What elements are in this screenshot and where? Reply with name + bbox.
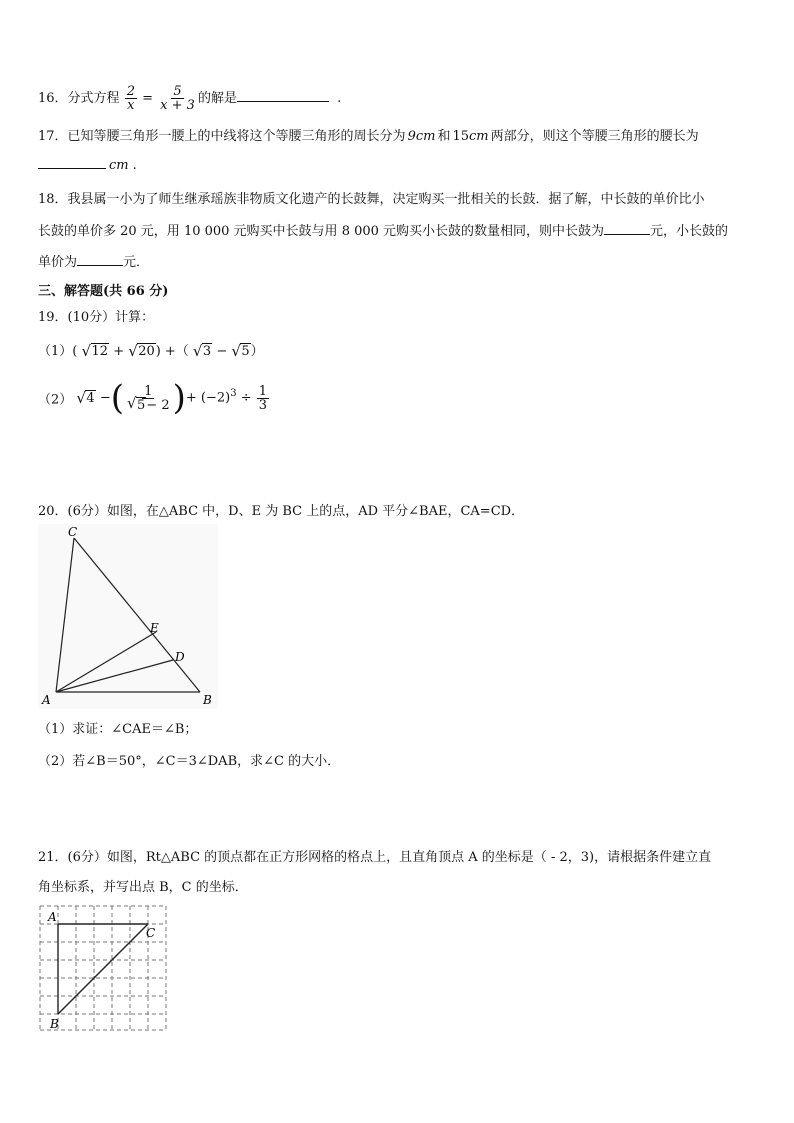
side-bc: [58, 924, 148, 1014]
q16-end: .: [337, 91, 342, 106]
q18-line1: [38, 188, 705, 207]
q18-line1-text: 我县属一小为了师生继承瑶族非物质文化遗产的长鼓舞，决定购买一批相关的长鼓．据了解，中长鼓的单价比小: [67, 192, 705, 207]
q18-answer-blank-1[interactable]: [604, 222, 650, 235]
q19-part2: [38, 378, 270, 418]
q18-number: 18．: [38, 192, 68, 207]
q19-sqrt-20: √ 20: [128, 344, 156, 359]
q18-line2-tail: 元，小长鼓的: [650, 224, 729, 239]
label-a: A: [42, 693, 51, 707]
q19-part1-close: ): [155, 344, 161, 359]
q17-value2: 15: [452, 129, 470, 144]
q16-number: 16．: [38, 91, 68, 106]
label-b: B: [203, 693, 212, 707]
q20-subquestion-1: （1）求证：∠CAE＝∠B；: [38, 722, 198, 737]
q17-text2: 两部分，则这个等腰三角形的腰长为: [490, 129, 699, 144]
q19-minus: −: [216, 344, 228, 359]
label-a: A: [48, 910, 57, 924]
q19-plus: +: [113, 344, 125, 359]
q21-grid-figure: [38, 904, 170, 1032]
q19-big-paren-close: ): [172, 378, 186, 418]
q19-sqrt-3: √ 3: [193, 344, 212, 359]
q21-heading-line1: 21．(6分）如图，Rt△ABC 的顶点都在正方形网格的格点上，且直角顶点 A 的坐标是（ - 2，3)，请根据条件建立直: [38, 850, 712, 865]
q19-big-paren-open: (: [110, 378, 125, 418]
label-c: C: [146, 926, 156, 940]
q19-part2-minus: −: [99, 390, 111, 406]
q18-line3: [38, 251, 149, 270]
q19-part1-open: (: [72, 344, 78, 359]
q19-part1-label: （1）: [38, 344, 73, 359]
q21-heading-line2: 角坐标系，并写出点 B，C 的坐标．: [38, 880, 248, 895]
q18-line2: [38, 220, 728, 239]
q19-part2-label: （2）: [38, 392, 73, 408]
q17-unit1: cm: [415, 129, 436, 144]
q17-line2: [38, 156, 137, 173]
q19-sqrt-4: √ 4: [76, 391, 95, 406]
label-c: C: [68, 525, 78, 539]
q16-suffix: 的解是: [197, 91, 237, 106]
q16-equals: =: [142, 91, 154, 106]
label-b: B: [50, 1017, 59, 1031]
q19-one-third: $\frac{1}{3}$: [258, 383, 268, 413]
q19-part1-mid: +（: [164, 344, 189, 359]
q17-text1: 已知等腰三角形一腰上的中线将这个等腰三角形的周长分为: [67, 129, 406, 144]
q18-line2-text: 长鼓的单价多 20 元，用 10 000 元购买中长鼓与用 8 000 元购买小长鼓的数量相同，则中长鼓为: [38, 224, 605, 239]
q19-heading: 19．(10分）计算：: [38, 310, 155, 325]
q17-unit2: cm: [469, 129, 489, 144]
q17-number: 17．: [38, 129, 68, 144]
label-d: D: [175, 650, 185, 664]
q19-sqrt-5b: √ 5: [127, 399, 146, 412]
q19-sqrt-12: √ 12: [82, 344, 110, 359]
q19-divide: ÷: [240, 390, 252, 406]
q17-answer-blank[interactable]: [38, 156, 106, 169]
label-e: E: [150, 621, 159, 635]
q17-end: .: [132, 158, 137, 173]
q19-part1-end: ）: [250, 344, 264, 359]
q17-value1: 9: [407, 129, 416, 144]
q17-and: 和: [437, 129, 451, 144]
q19-part1: [38, 340, 264, 359]
q18-line3-tail: 元．: [123, 255, 150, 270]
q19-part2-mid: + (−2): [185, 390, 231, 406]
q19-sqrt-5: √ 5: [231, 344, 250, 359]
q16-fraction-2: $\frac{5}{x + 3}$: [160, 84, 195, 113]
q19-reciprocal-fraction: 1 √ 5− 2: [125, 385, 172, 412]
q20-triangle-figure: [38, 524, 218, 709]
q18-line3-text: 单价为: [38, 255, 78, 270]
q16-fraction-1: $\frac{2}{x}$: [126, 84, 135, 113]
q18-answer-blank-2[interactable]: [77, 253, 123, 266]
q16-answer-blank[interactable]: [237, 89, 329, 102]
q17-unit3: cm: [109, 158, 129, 173]
q17-line1: [38, 125, 699, 144]
section-3-heading: 三、解答题(共 66 分): [38, 284, 169, 299]
q16-prefix: 分式方程: [67, 91, 120, 106]
q20-heading: 20．(6分）如图，在△ABC 中，D、E 为 BC 上的点，AD 平分∠BAE，CA=CD．: [38, 504, 525, 519]
q20-subquestion-2: （2）若∠B＝50°，∠C＝3∠DAB，求∠C 的大小．: [38, 754, 341, 769]
q19-exponent: 3: [230, 388, 237, 400]
q16: [38, 85, 341, 112]
